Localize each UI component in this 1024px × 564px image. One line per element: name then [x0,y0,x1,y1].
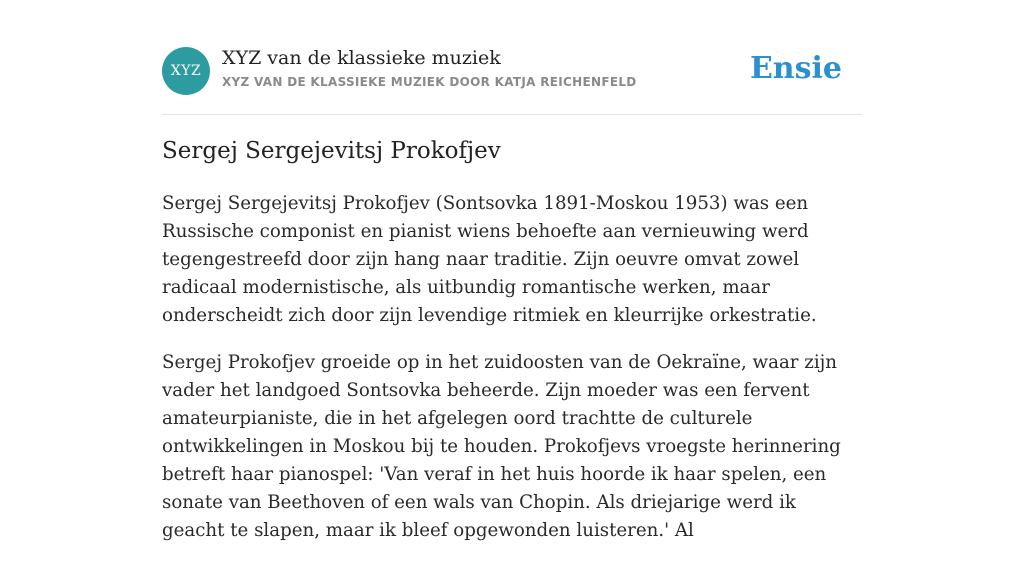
publication-subtitle: XYZ VAN DE KLASSIEKE MUZIEK DOOR KATJA REICHENFELD [222,75,637,89]
ensie-logo[interactable]: Ensie [749,51,842,86]
article-paragraph-2: Sergej Prokofjev groeide op in het zuidoosten van de Oekraïne, waar zijn vader het landgoed Sontsovka beheerde. Zijn moeder was een fervent amateurpianiste, die in het afgelegen oord trachtte de culturele ontwikkelingen in Moskou bij te houden. Prokofjevs vroegste herinnering betreft haar pianospel: 'Van veraf in het huis hoorde ik haar spelen, een sonate van Beethoven of een wals van Chopin. Als driejarige werd ik geacht te slapen, maar ik bleef opgewonden luisteren.' Al [162,352,841,541]
publication-title[interactable]: XYZ van de klassieke muziek [222,47,501,69]
article-body [162,190,864,564]
publication-logo[interactable]: XYZ [162,47,210,95]
article-paragraph-1: Sergej Sergejevitsj Prokofjev (Sontsovka 1891-Moskou 1953) was een Russische componist en pianist wiens behoefte aan vernieuwing werd tegengestreefd door zijn hang naar traditie. Zijn oeuvre omvat zowel radicaal modernistische, als uitbundig romantische werken, maar onderscheidt zich door zijn levendige ritmiek en kleurrijke orkestratie. [162,193,817,326]
publication-header [162,47,862,115]
article-title: Sergej Sergejevitsj Prokofjev [162,138,501,164]
